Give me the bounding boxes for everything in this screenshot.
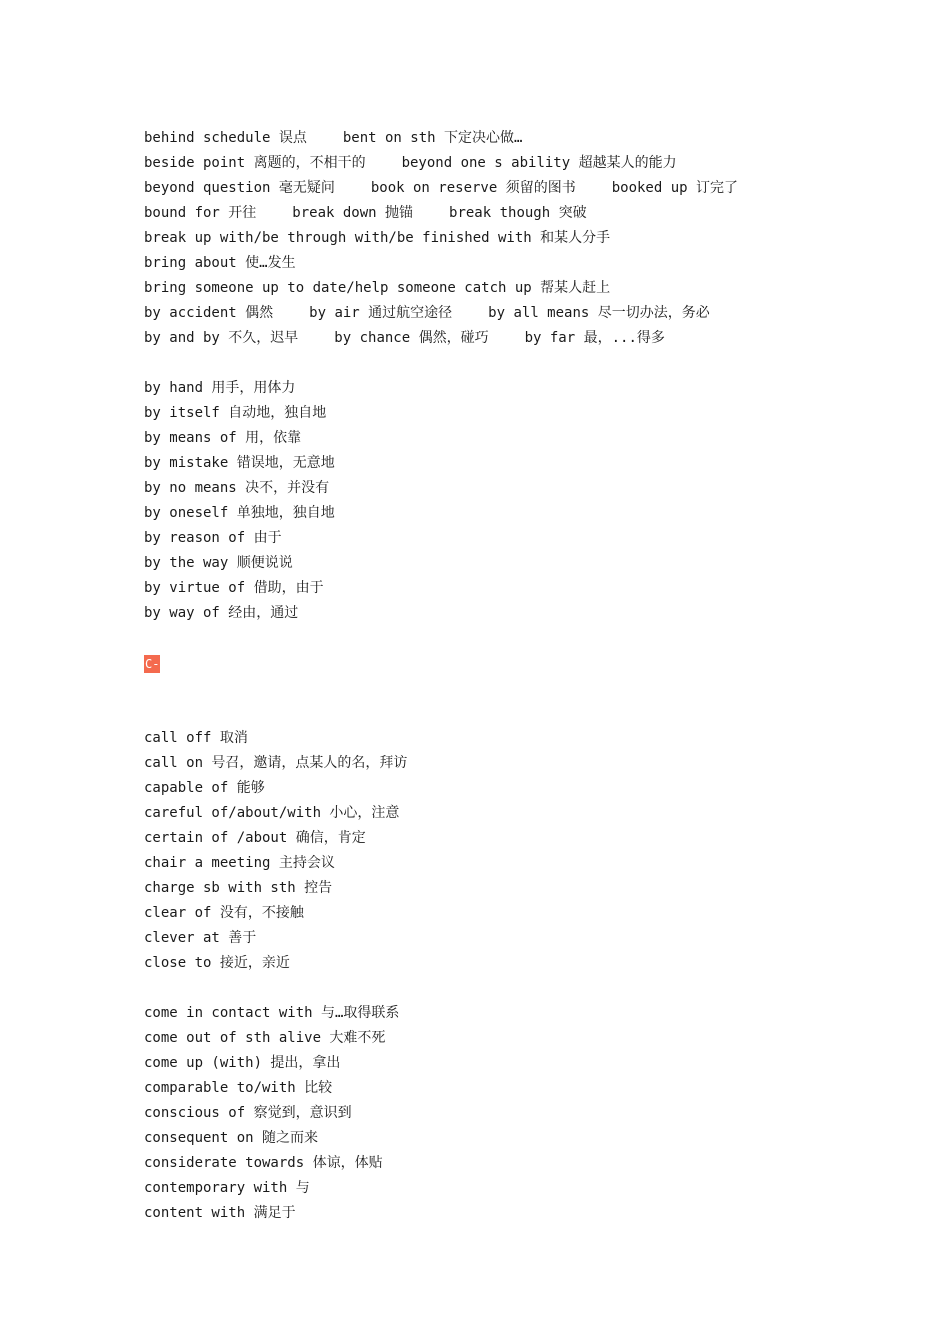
phrase-line: clever at 善于 (144, 930, 257, 946)
phrase-line (144, 126, 844, 151)
phrase-line (144, 251, 844, 276)
phrase-line: clear of 没有，不接触 (144, 905, 304, 921)
phrase-line: capable of 能够 (144, 780, 265, 796)
phrase-line: conscious of 察觉到，意识到 (144, 1105, 352, 1121)
phrase-line (144, 151, 844, 176)
phrase-entry: break though 突破 (449, 205, 587, 221)
phrase-line: come in contact with 与…取得联系 (144, 1005, 400, 1021)
phrase-entry: by and by 不久，迟早 (144, 330, 299, 346)
phrase-block-b2 (144, 376, 844, 626)
phrase-line (144, 326, 844, 351)
phrase-line: close to 接近，亲近 (144, 955, 290, 971)
phrase-line: by way of 经由，通过 (144, 605, 299, 621)
blank-line (144, 351, 844, 376)
phrase-line: content with 满足于 (144, 1205, 296, 1221)
phrase-block-b1 (144, 126, 844, 351)
phrase-line: contemporary with 与 (144, 1180, 310, 1196)
phrase-line: call off 取消 (144, 730, 248, 746)
phrase-entry: bring someone up to date/help someone catch up 帮某人赶上 (144, 280, 611, 296)
phrase-line: by the way 顺便说说 (144, 555, 293, 571)
phrase-line: by oneself 单独地，独自地 (144, 505, 335, 521)
phrase-entry: by all means 尽一切办法，务必 (488, 305, 710, 321)
phrase-entry: break down 抛锚 (292, 205, 414, 221)
phrase-entry: booked up 订完了 (611, 180, 739, 196)
phrase-entry: bound for 开往 (144, 205, 257, 221)
phrase-line (144, 301, 844, 326)
phrase-block-c2 (144, 1001, 844, 1226)
phrase-line: chair a meeting 主持会议 (144, 855, 335, 871)
phrase-entry: bring about 使…发生 (144, 255, 296, 271)
phrase-line: call on 号召，邀请，点某人的名，拜访 (144, 755, 408, 771)
phrase-entry: by chance 偶然，碰巧 (334, 330, 489, 346)
blank-space (144, 676, 844, 726)
section-heading-row (144, 651, 844, 676)
phrase-line: by means of 用，依靠 (144, 430, 302, 446)
phrase-entry: beyond one s ability 超越某人的能力 (401, 155, 677, 171)
phrase-entry: by air 通过航空途径 (309, 305, 453, 321)
phrase-line: by mistake 错误地，无意地 (144, 455, 335, 471)
phrase-line: consequent on 随之而来 (144, 1130, 319, 1146)
blank-line (144, 976, 844, 1001)
phrase-line (144, 276, 844, 301)
phrase-line (144, 201, 844, 226)
phrase-entry: by accident 偶然 (144, 305, 274, 321)
phrase-entry: behind schedule 误点 (144, 130, 307, 146)
phrase-entry: by far 最，...得多 (524, 330, 665, 346)
section-marker-c: C- (145, 657, 160, 671)
phrase-entry: book on reserve 须留的图书 (370, 180, 576, 196)
phrase-line: by hand 用手，用体力 (144, 380, 296, 396)
phrase-line: considerate towards 体谅，体贴 (144, 1155, 383, 1171)
phrase-line (144, 176, 844, 201)
phrase-entry: bent on sth 下定决心做… (342, 130, 523, 146)
phrase-entry: beyond question 毫无疑问 (144, 180, 335, 196)
phrase-line: comparable to/with 比较 (144, 1080, 333, 1096)
phrase-line: by no means 决不，并没有 (144, 480, 330, 496)
document-page (144, 126, 844, 1226)
phrase-line: by virtue of 借助，由于 (144, 580, 324, 596)
phrase-line: by itself 自动地，独自地 (144, 405, 327, 421)
phrase-line: by reason of 由于 (144, 530, 282, 546)
phrase-line: charge sb with sth 控告 (144, 880, 333, 896)
phrase-line: come out of sth alive 大难不死 (144, 1030, 386, 1046)
phrase-entry: beside point 离题的，不相干的 (144, 155, 366, 171)
phrase-entry: break up with/be through with/be finished with 和某人分手 (144, 230, 611, 246)
phrase-line: certain of /about 确信，肯定 (144, 830, 366, 846)
phrase-line: come up (with) 提出，拿出 (144, 1055, 341, 1071)
blank-line (144, 626, 844, 651)
phrase-block-c1 (144, 726, 844, 976)
phrase-line: careful of/about/with 小心，注意 (144, 805, 400, 821)
phrase-line (144, 226, 844, 251)
